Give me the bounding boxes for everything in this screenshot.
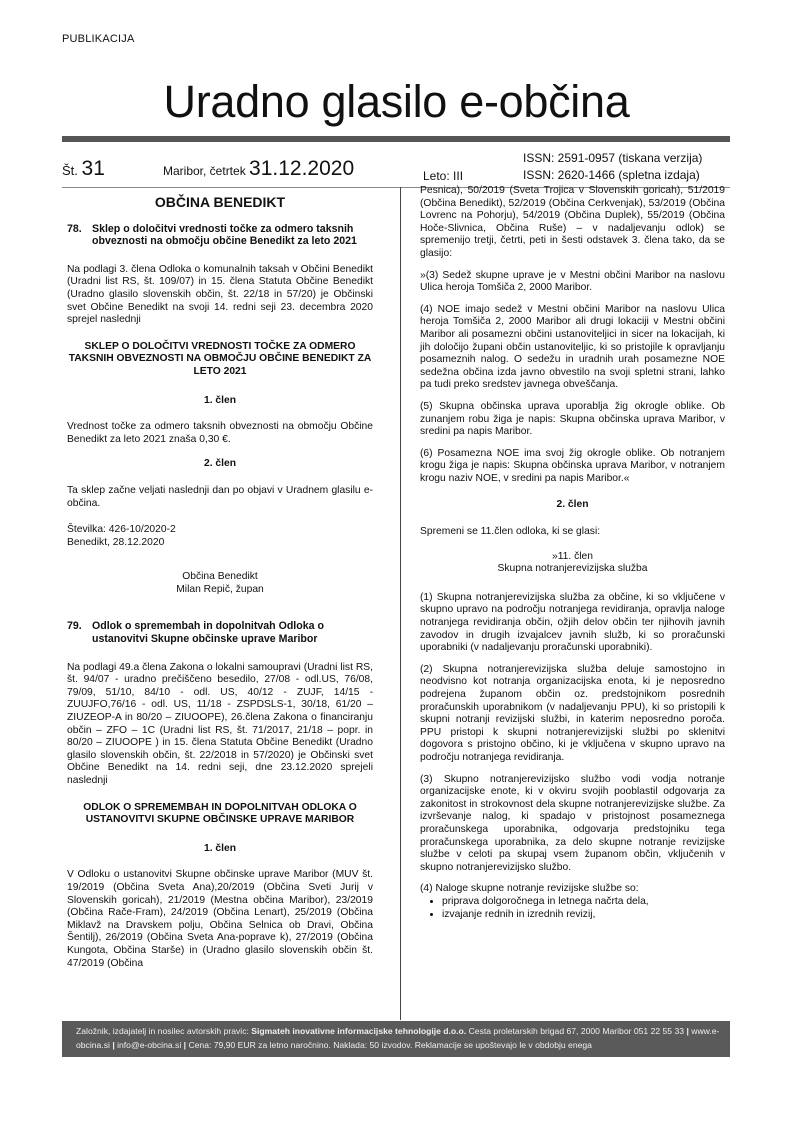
paragraph: (2) Skupna notranjerevizijska služba deluje samostojno in neodvisno kot notranja organizacijska enota, ki je neposredno podrejena županom občin oz. predstojnikom posrednih proračunskih uporabnikom (v nadaljevanju PPU), ki so pristopili k skupni notranji revizijski službi, in katerim neposredno poroča. PPU pristopi k skupni notranjerevizijski službi po sklenitvi dogovora s pristojno občino, ki je vključena v skupno upravo na področju notranjega revidiranja. <box>420 663 725 763</box>
list-item: • izvajanje rednih in izrednih revizij, <box>442 909 725 922</box>
article-heading: 1. člen <box>203 842 237 854</box>
issue-date-value: 31.12.2020 <box>249 157 355 180</box>
item-number: 79. <box>67 620 82 633</box>
list-item: • pripravа dolgoročnega in letnega načrta dela, <box>442 896 725 909</box>
paragraph: Ta sklep začne veljati naslednji dan po objavi v Uradnem glasilu e-občina. <box>67 484 373 509</box>
publication-label: PUBLIKACIJA <box>62 33 135 45</box>
paragraph: (5) Skupna občinska uprava uporablja žig okrogle oblike. Ob zunanjem robu žiga je napis: Skupna občinska uprava Maribor, v sredini pa napis Maribor. <box>420 400 725 438</box>
footer-lead: Založnik, izdajatelj in nosilec avtorskih pravic: <box>76 1026 249 1036</box>
paragraph: (4) NOE imajo sedež v Mestni občini Maribor na naslovu Ulica heroja Tomšiča 2, 2000 Maribor ali drugi lokaciji v Mestni občini Maribor ali posamezni občini ustanoviteljici in sicer na lokacijah, ki jih določijo župani občin ustanoviteljic, ki so pristojile k opravljanju posameznih nalog. O sedežu in uradnih urah posamezne NOE sedežna občina izda javno obvestilo na svoji spletni strani, lahko pa tudi preko sredstev javnega obveščanja. <box>420 303 725 391</box>
footer-address: Cesta proletarskih brigad 67, 2000 Maribor 051 22 55 33 <box>468 1026 685 1036</box>
footer-website-link[interactable]: www.e-obcina.si <box>76 1026 720 1050</box>
page-footer: Založnik, izdajatelj in nosilec avtorskih pravic: Sigmateh inovativne informacijske tehnologije d.o.o. Cesta proletarskih brigad 67, 2000 Maribor 051 22 55 33 | www.e-obcina.si | info@e-obcina.si | Cena: 79,90 EUR za letno naročnino. Naklada: 50 izvodov. Reklamacije se upoštevajo le v obdobju enega <box>62 1021 730 1057</box>
municipality-heading: OBČINA BENEDIKT <box>154 194 286 210</box>
title-rule <box>62 136 730 142</box>
signature-org: Občina Benedikt <box>182 571 258 583</box>
item-78-heading <box>67 223 373 248</box>
item-title: Sklep o določitvi vrednosti točke za odmero taksnih obveznosti na območju občine Benedikt za leto 2021 <box>92 222 357 248</box>
reference-number: Številka: 426-10/2020-2 <box>67 524 176 536</box>
paragraph: Pesnica), 50/2019 (Sveta Trojica v Slovenskih goricah), 51/2019 (Občina Benedikt), 52/2019 (Občina Cerkvenjak), 53/2019 (Občina Lovrenc na Pohorju), 54/2019 (Občina Duplek), 55/2019 (Občina Hoče-Slivnica, Občina Ruše) – v nadaljevanju odlok) se spremenijo tretji, četrti, peti in šesti odstavek 3. člena tako, da se glasijo: <box>420 185 725 259</box>
issn-print: ISSN: 2591-0957 (tiskana verzija) <box>523 151 703 165</box>
issue-place-day: Maribor, četrtek <box>163 164 246 178</box>
footer-company: Sigmateh inovativne informacijske tehnologije d.o.o. <box>251 1026 467 1036</box>
sklep-title: SKLEP O DOLOČITVI VREDNOSTI TOČKE ZA ODMERO TAKSNIH OBVEZNOSTI NA OBMOČJU OBČINE BENEDIKT ZA LETO 2021 <box>68 340 372 377</box>
issue-year: Leto: III <box>423 169 464 183</box>
paragraph: »(3) Sedež skupne uprave je v Mestni občini Maribor na naslovu Ulica heroja Tomšiča 2, 2000 Maribor. <box>420 269 725 294</box>
paragraph: (6) Posamezna NOE ima svoj žig okrogle oblike. Ob notranjem krogu žiga je napis: Skupna občinska uprava Maribor, v notranjem krogu naziv NOE, v sredini pa napis Maribor.« <box>420 447 725 484</box>
issue-number-label: Št. <box>62 163 78 178</box>
item-79-heading <box>67 620 373 645</box>
article-heading: 2. člen <box>556 499 589 511</box>
task-list <box>420 896 725 921</box>
left-column <box>67 196 373 979</box>
article-11-heading: »11. člen <box>551 550 594 562</box>
item-number: 78. <box>67 222 82 235</box>
paragraph: V Odloku o ustanovitvi Skupne občinske uprave Maribor (MUV št. 19/2019 (Občina Sveta Ana),20/2019 (Občina Sveti Jurij v Slovenskih goricah), 21/2019 (Mestna občina Maribor), 23/2019 (Občina Rače-Fram), 24/2019 (Občina Lenart), 25/2019 (Občina Miklavž na Dravskem polju, Občina Selnica ob Dravi, Občina Šentilj), 26/2019 (Občina Sveta Ana-poprave k), 27/2019 (Občina Kungota, Občina Starše) in (Uradno glasilo slovenskih občin št. 47/2019 (Občina <box>67 869 373 969</box>
issn-web: ISSN: 2620-1466 (spletna izdaja) <box>523 168 700 182</box>
article-11-title: Skupna notranjerevizijska služba <box>497 563 648 575</box>
odlok-title: ODLOK O SPREMEMBAH IN DOPOLNITVAH ODLOKA O USTANOVITVI SKUPNE OBČINSKE UPRAVE MARIBOR <box>83 801 357 826</box>
signature-block <box>67 571 373 596</box>
article-heading: 2. člen <box>203 458 237 470</box>
signature-name: Milan Repič, župan <box>176 583 264 595</box>
place-date: Benedikt, 28.12.2020 <box>67 536 165 548</box>
paragraph: (3) Skupno notranjerevizijsko službo vodi vodja notranje organizacijske enote, ki v okviru svojih pooblastil odgovarja za zakonitost in strokovnost dela skupne notranjerevizijske službe. Za izvrševanje nalog, ki spadajo v pristojnost posameznega proračunskega uporabnika, odgovarja predstojniku tega proračunskega uporabnika, za delo skupne notranje revizijske službe v celoti pa skupaj vsem županom občin, vključenih v skupno notranjerevizijsko službo. <box>420 773 725 873</box>
footer-price-note: Cena: 79,90 EUR za letno naročnino. Naklada: 50 izvodov. Reklamacije se upoštevajo le v obdobju enega <box>188 1040 592 1050</box>
article-heading: 1. člen <box>203 394 237 406</box>
page-title: Uradno glasilo e-občina <box>163 76 630 127</box>
issue-header <box>62 147 730 187</box>
footer-email-link[interactable]: info@e-obcina.si <box>117 1040 182 1050</box>
paragraph: Na podlagi 3. člena Odloka o komunalnih taksah v Občini Benedikt (Uradni list RS, št. 109/07) in 15. člena Statuta Občine Benedikt (Uradno glasilo slovenskih občin, št. 22/18 in 57/20) je Občinski svet Občine Benedikt na svoji 14. redni seji 23. decembra 2020 sprejel naslednji <box>67 263 373 326</box>
paragraph: Spremeni se 11.člen odloka, ki se glasi: <box>420 526 601 538</box>
right-column <box>420 185 725 921</box>
paragraph: Na podlagi 49.a člena Zakona o lokalni samoupravi (Uradni list RS, št. 94/07 - uradno prečiščeno besedilo, 27/08 - odl.US, 76/08, 79/09, 51/10, 84/10 - odl. US, 40/12 - ZUJF, 14/15 - ZUUJFO,76/16 - odl. US, 11/18 - ZSPDSLS-1, 30/18, 61/20 – ZIUZEOP-A in 80/20 – ZIUOOPE), 26.člena Zakona o financiranju občin – ZFO – 1C (Uradni list RS, št. 71/2017, 21/18 – popr. in 80/20 – ZIUOOPE ) in 15. člena Statuta Občine Benedikt (Uradno glasilo slovenskih občin, št. 22/2018 in 57/2020) je Občinski svet Občine Benedikt na 14. redni seji, dne 23.12.2020 sprejeli naslednji <box>67 661 373 786</box>
item-title: Odlok o spremembah in dopolnitvah Odloka o ustanovitvi Skupne občinske uprave Maribor <box>92 620 324 646</box>
column-divider <box>400 187 401 1020</box>
issue-number <box>62 157 105 181</box>
paragraph: Vrednost točke za odmero taksnih obveznosti na območju Občine Benedikt za leto 2021 znaša 0,30 €. <box>67 421 373 445</box>
paragraph: (4) Naloge skupne notranje revizijske službe so: <box>420 883 639 895</box>
issue-number-value: 31 <box>81 157 105 180</box>
paragraph: (1) Skupna notranjerevizijska služba za občine, ki so vključene v skupno upravo na področju notranjega revidiranja, opravlja naloge notranjega revidiranja občin, ožjih delov občin ter njihovih javnih zavodov in drugih izvajalcev javnih služb, ki so proračunski uporabniki (v nadaljevanju proračunski uporabniki). <box>420 591 725 654</box>
issue-date <box>163 157 354 181</box>
